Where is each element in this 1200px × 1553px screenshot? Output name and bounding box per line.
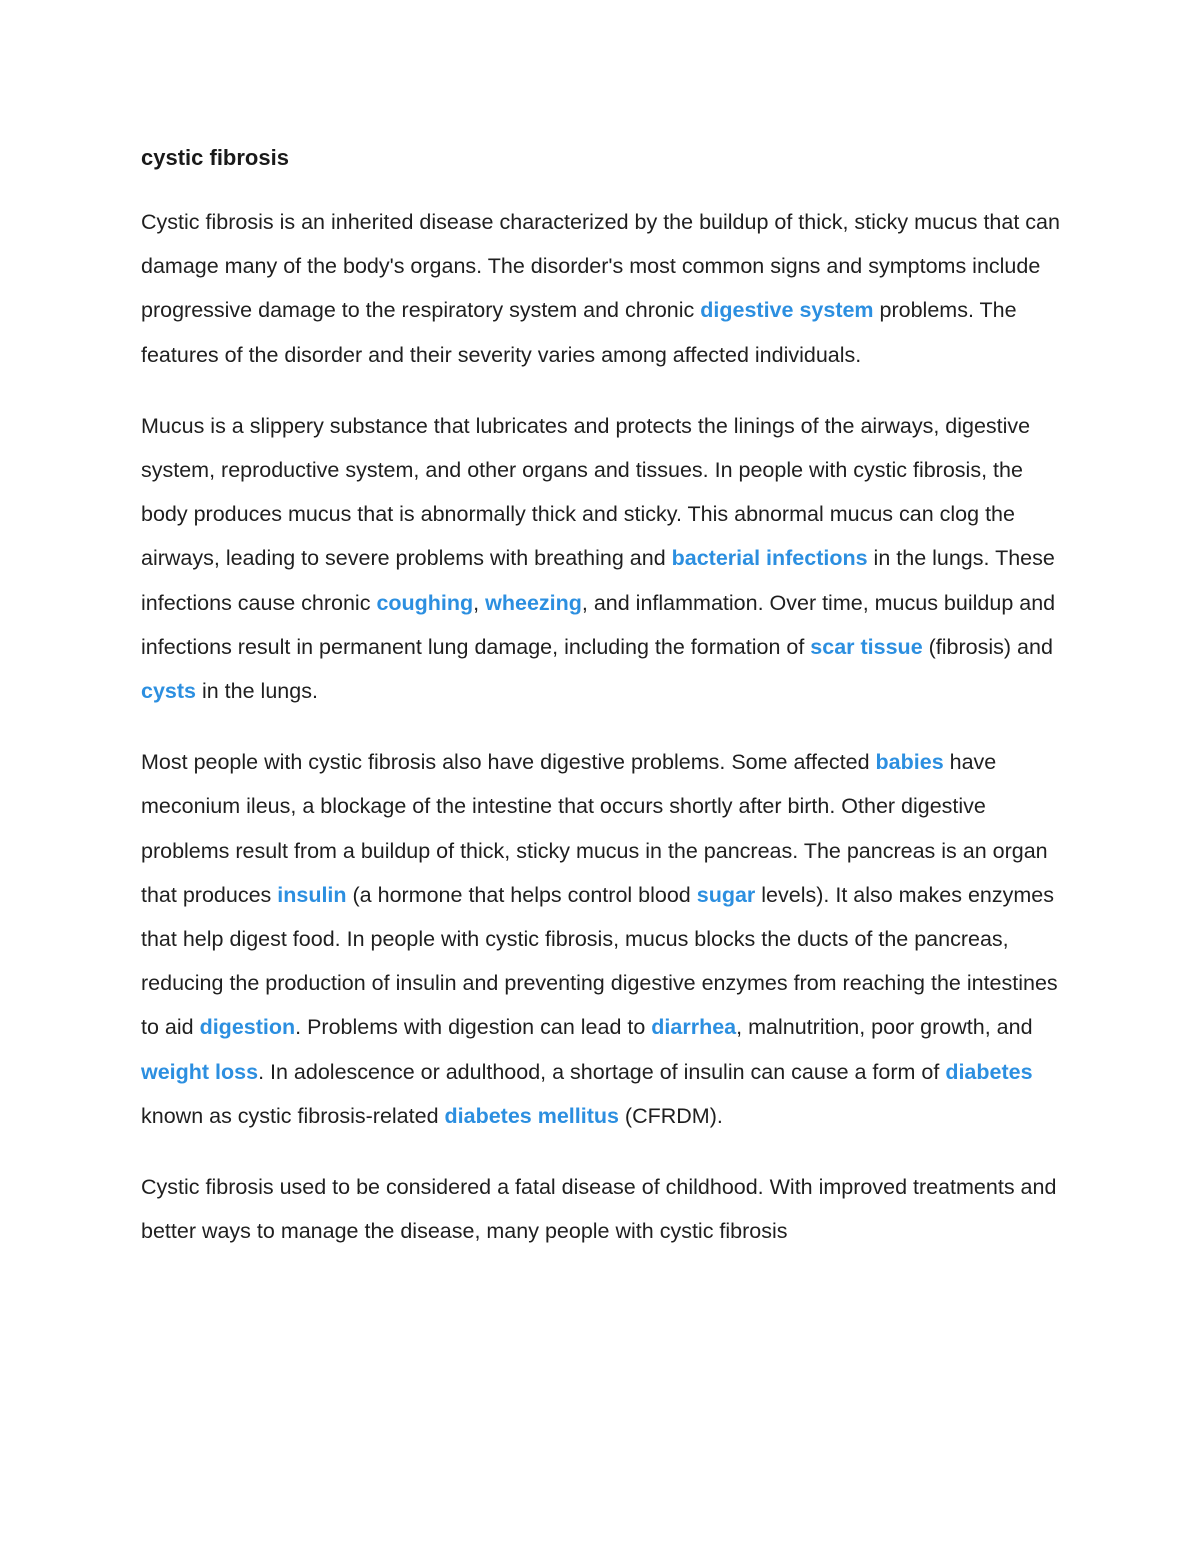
- paragraph-text: , malnutrition, poor growth, and: [736, 1015, 1033, 1040]
- paragraph-text: . Problems with digestion can lead to: [295, 1015, 652, 1040]
- term-link[interactable]: sugar: [696, 882, 756, 907]
- term-link[interactable]: wheezing: [485, 590, 582, 615]
- paragraph-text: (a hormone that helps control blood: [346, 882, 697, 907]
- paragraph-text: (CFRDM).: [618, 1103, 723, 1128]
- paragraph-text: Cystic fibrosis is an inherited disease characterized by the buildup of thick, sticky mucus that can damage many of the body's organs. The disorder's most common signs and symptoms include progressive damage to the respiratory system and chronic: [141, 210, 1060, 323]
- paragraph-text: in the lungs.: [196, 679, 318, 704]
- paragraph-text: (fibrosis) and: [922, 634, 1053, 659]
- paragraph-text: . In adolescence or adulthood, a shortage of insulin can cause a form of: [258, 1059, 946, 1084]
- term-link[interactable]: babies: [875, 750, 944, 775]
- paragraph: [141, 1165, 1071, 1253]
- term-link[interactable]: digestion: [199, 1015, 296, 1040]
- term-link[interactable]: diabetes mellitus: [444, 1103, 619, 1128]
- paragraph-text: known as cystic fibrosis-related: [141, 1103, 445, 1128]
- paragraph: [141, 740, 1071, 1138]
- paragraph-text: Cystic fibrosis used to be considered a fatal disease of childhood. With improved treatments and better ways to manage the disease, many people with cystic fibrosis: [141, 1175, 1057, 1244]
- paragraph-text: Most people with cystic fibrosis also have digestive problems. Some affected: [141, 750, 876, 775]
- term-link[interactable]: cysts: [141, 679, 196, 704]
- paragraph-text: problems. The features of the disorder and their severity varies among affected individuals.: [141, 298, 1017, 367]
- term-link[interactable]: scar tissue: [810, 634, 923, 659]
- paragraph-text: Mucus is a slippery substance that lubricates and protects the linings of the airways, digestive system, reproductive system, and other organs and tissues. In people with cystic fibrosis, the body produces mucus that is abnormally thick and sticky. This abnormal mucus can clog the airways, leading to severe problems with breathing and: [141, 413, 1031, 571]
- term-link[interactable]: coughing: [376, 590, 474, 615]
- term-link[interactable]: insulin: [277, 882, 347, 907]
- paragraph-text: , and inflammation. Over time, mucus buildup and infections result in permanent lung damage, including the formation of: [141, 590, 1056, 659]
- term-link[interactable]: digestive system: [700, 298, 874, 323]
- document-page: [141, 136, 1071, 1280]
- term-link[interactable]: diarrhea: [651, 1015, 737, 1040]
- paragraph-text: in the lungs. These infections cause chronic: [141, 546, 1055, 615]
- term-link[interactable]: diabetes: [945, 1059, 1033, 1084]
- paragraph: [141, 200, 1071, 377]
- paragraph-text: ,: [473, 590, 486, 615]
- paragraph-text: have meconium ileus, a blockage of the intestine that occurs shortly after birth. Other digestive problems result from a buildup of thick, sticky mucus in the pancreas. The pancreas is an organ that produces: [141, 750, 1048, 907]
- term-link[interactable]: bacterial infections: [671, 546, 868, 571]
- paragraph-text: levels). It also makes enzymes that help digest food. In people with cystic fibrosis, mucus blocks the ducts of the pancreas, reducing the production of insulin and preventing digestive enzymes from reaching the intestines to aid: [141, 882, 1058, 1040]
- term-link[interactable]: weight loss: [141, 1059, 259, 1084]
- document-body: [141, 200, 1071, 1253]
- paragraph: [141, 404, 1071, 713]
- page-title: cystic fibrosis: [141, 145, 289, 170]
